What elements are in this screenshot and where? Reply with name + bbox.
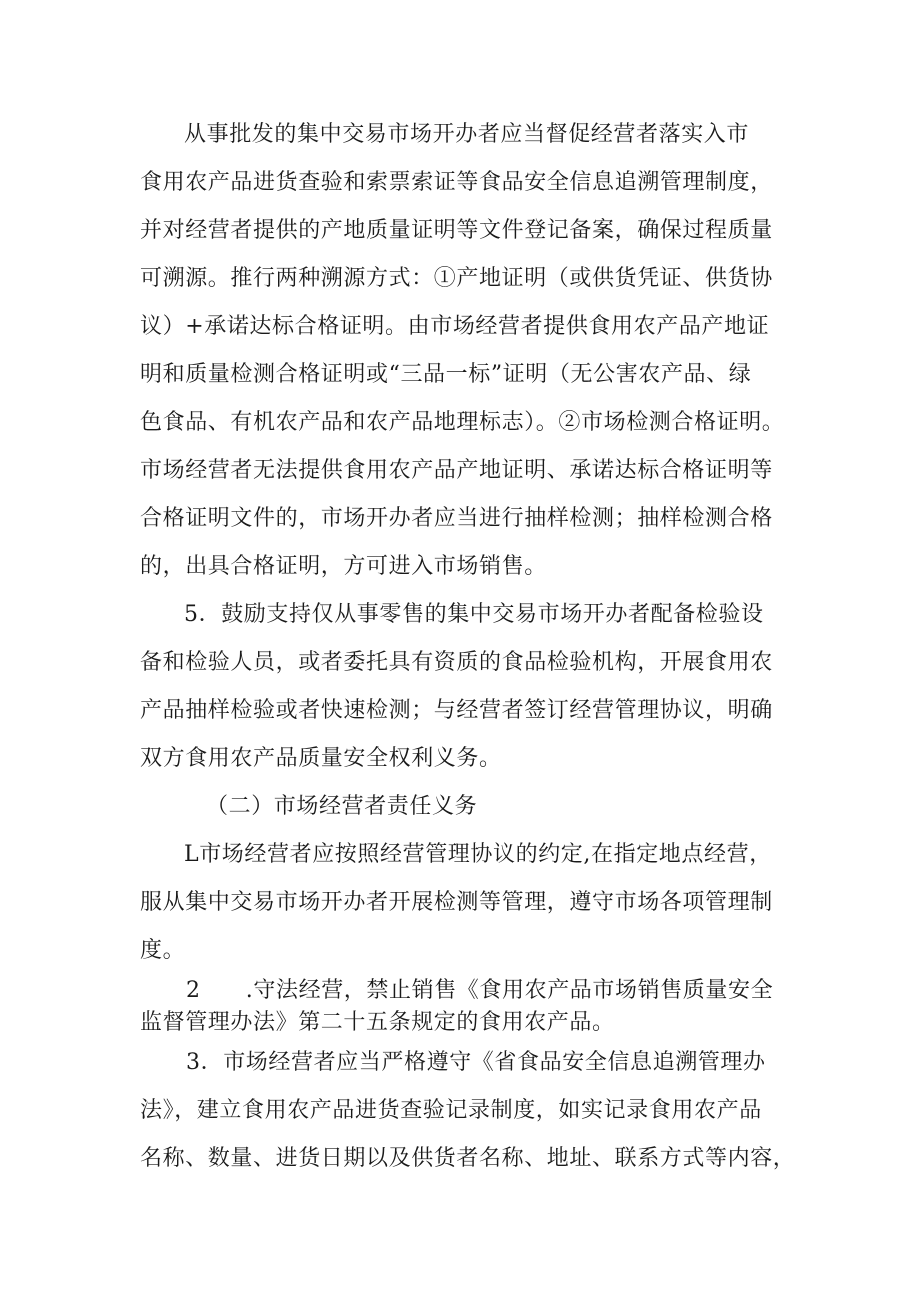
text-line: 议）+承诺达标合格证明。由市场经营者提供食用农产品产地证 (140, 314, 770, 339)
text-line: 法》，建立食用农产品进货查验记录制度，如实记录食用农产品 (140, 1098, 762, 1123)
text-line: 度。 (140, 938, 186, 963)
text-line: 的，出具合格证明，方可进入市场销售。 (140, 554, 547, 579)
text-line: 合格证明文件的，市场开办者应当进行抽样检测；抽样检测合格 (140, 506, 773, 531)
text-line: 监督管理办法》第二十五条规定的食用农产品。 (140, 1010, 615, 1035)
text-line: 食用农产品进货查验和索票索证等食品安全信息追溯管理制度， (140, 170, 773, 195)
text-line: 色食品、有机农产品和农产品地理标志）。②市场检测合格证明。 (140, 410, 785, 435)
text-line: 双方食用农产品质量安全权利义务。 (140, 746, 502, 771)
text-line: 服从集中交易市场开办者开展检测等管理，遵守市场各项管理制 (140, 890, 773, 915)
text-line: 可溯源。推行两种溯源方式：①产地证明（或供货凭证、供货协 (140, 266, 773, 291)
text-line: 3．市场经营者应当严格遵守《省食品安全信息追溯管理办 (186, 1050, 766, 1075)
text-line: 备和检验人员，或者委托具有资质的食品检验机构，开展食用农 (140, 650, 773, 675)
text-line: 明和质量检测合格证明或“三品一标”证明（无公害农产品、绿 (140, 362, 752, 387)
section-heading: （二）市场经营者责任义务 (206, 794, 478, 819)
text-line: 从事批发的集中交易市场开办者应当督促经营者落实入市 (184, 122, 750, 147)
text-line: 市场经营者无法提供食用农产品产地证明、承诺达标合格证明等 (140, 458, 773, 483)
text-line: 产品抽样检验或者快速检测；与经营者签订经营管理协议，明确 (140, 698, 773, 723)
text-line: 名称、数量、进货日期以及供货者名称、地址、联系方式等内容， (140, 1146, 796, 1171)
text-line: 5．鼓励支持仅从事零售的集中交易市场开办者配备检验设 (184, 602, 764, 627)
text-line: 并对经营者提供的产地质量证明等文件登记备案，确保过程质量 (140, 218, 773, 243)
text-line: L市场经营者应按照经营管理协议的约定,在指定地点经营， (184, 842, 772, 867)
text-line: 2 .守法经营，禁止销售《食用农产品市场销售质量安全 (186, 978, 774, 1003)
